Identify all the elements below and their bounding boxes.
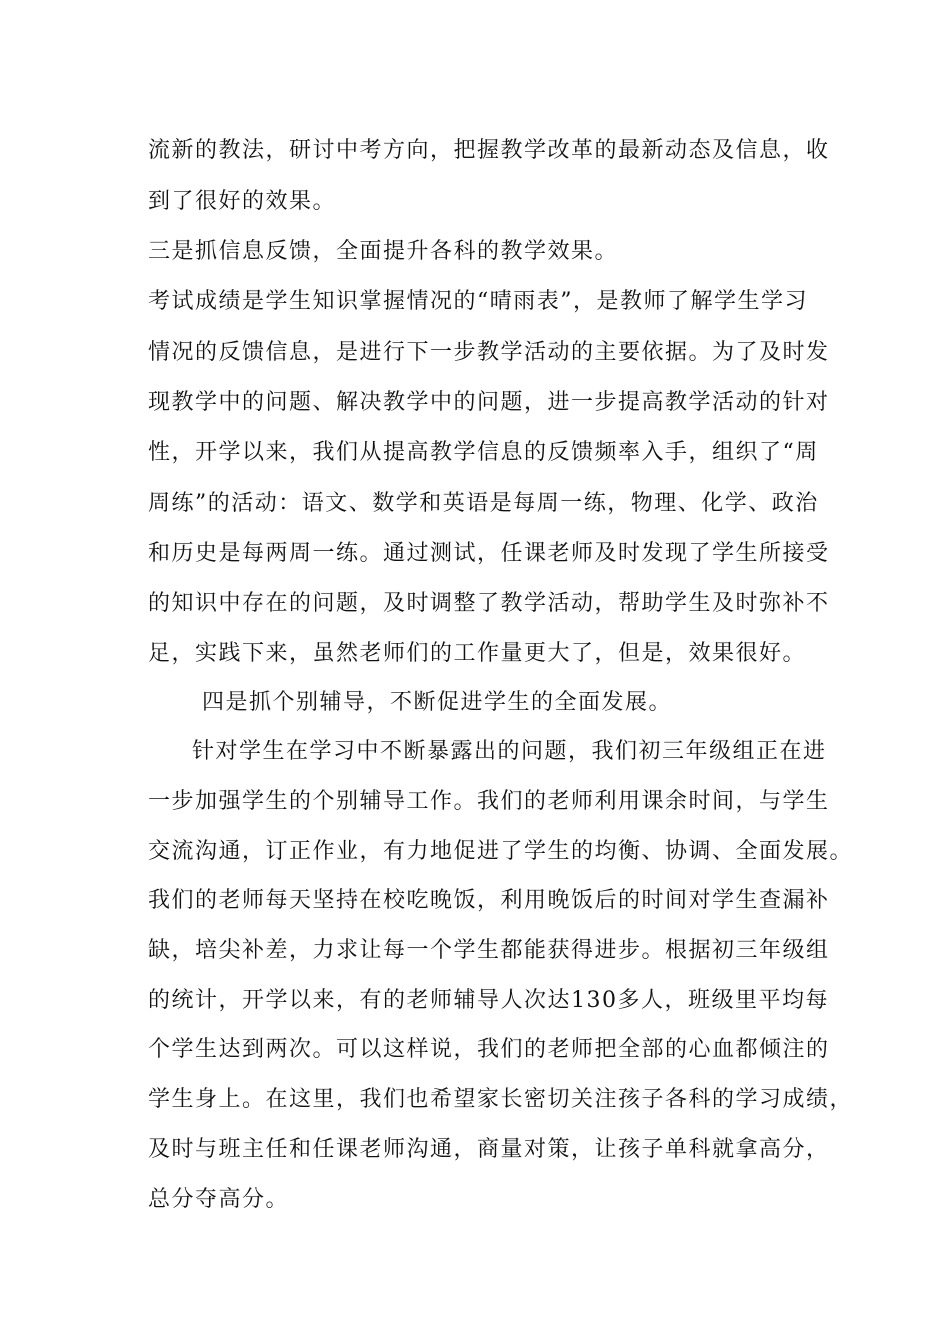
text-line: 个学生达到两次。可以这样说，我们的老师把全部的心血都倾注的 <box>148 1037 830 1062</box>
section-heading: 三是抓信息反馈，全面提升各科的教学效果。 <box>148 239 619 264</box>
text-line: 性，开学以来，我们从提高教学信息的反馈频率入手，组织了“周 <box>148 440 819 465</box>
text-line: 一步加强学生的个别辅导工作。我们的老师利用课余时间，与学生 <box>148 789 830 814</box>
text-line: 周练”的活动：语文、数学和英语是每周一练，物理、化学、政治 <box>148 491 819 516</box>
text-line: 我们的老师每天坚持在校吃晚饭，利用晚饭后的时间对学生查漏补 <box>148 888 830 913</box>
text-line: 和历史是每两周一练。通过测试，任课老师及时发现了学生所接受 <box>148 541 830 566</box>
section-heading: 四是抓个别辅导，不断促进学生的全面发展。 <box>202 690 673 715</box>
text-line: 到了很好的效果。 <box>148 189 337 214</box>
text-line: 总分夺高分。 <box>148 1187 290 1212</box>
text-line: 学生身上。在这里，我们也希望家长密切关注孩子各科的学习成绩， <box>148 1087 854 1112</box>
text-line: 针对学生在学习中不断暴露出的问题，我们初三年级组正在进 <box>192 739 827 764</box>
text-line: 及时与班主任和任课老师沟通，商量对策，让孩子单科就拿高分， <box>148 1137 830 1162</box>
text-line: 的统计，开学以来，有的老师辅导人次达130多人，班级里平均每 <box>148 988 829 1013</box>
text-line: 考试成绩是学生知识掌握情况的“晴雨表”，是教师了解学生学习 <box>148 289 808 314</box>
text-line: 的知识中存在的问题，及时调整了教学活动，帮助学生及时弥补不 <box>148 591 830 616</box>
text-line: 情况的反馈信息，是进行下一步教学活动的主要依据。为了及时发 <box>148 340 830 365</box>
text-line: 现教学中的问题、解决教学中的问题，进一步提高教学活动的针对 <box>148 390 830 415</box>
text-line: 缺，培尖补差，力求让每一个学生都能获得进步。根据初三年级组 <box>148 938 830 963</box>
text-line: 流新的教法，研讨中考方向，把握教学改革的最新动态及信息，收 <box>148 138 830 163</box>
text-line: 足，实践下来，虽然老师们的工作量更大了，但是，效果很好。 <box>148 641 807 666</box>
text-line: 交流沟通，订正作业，有力地促进了学生的均衡、协调、全面发展。 <box>148 839 854 864</box>
